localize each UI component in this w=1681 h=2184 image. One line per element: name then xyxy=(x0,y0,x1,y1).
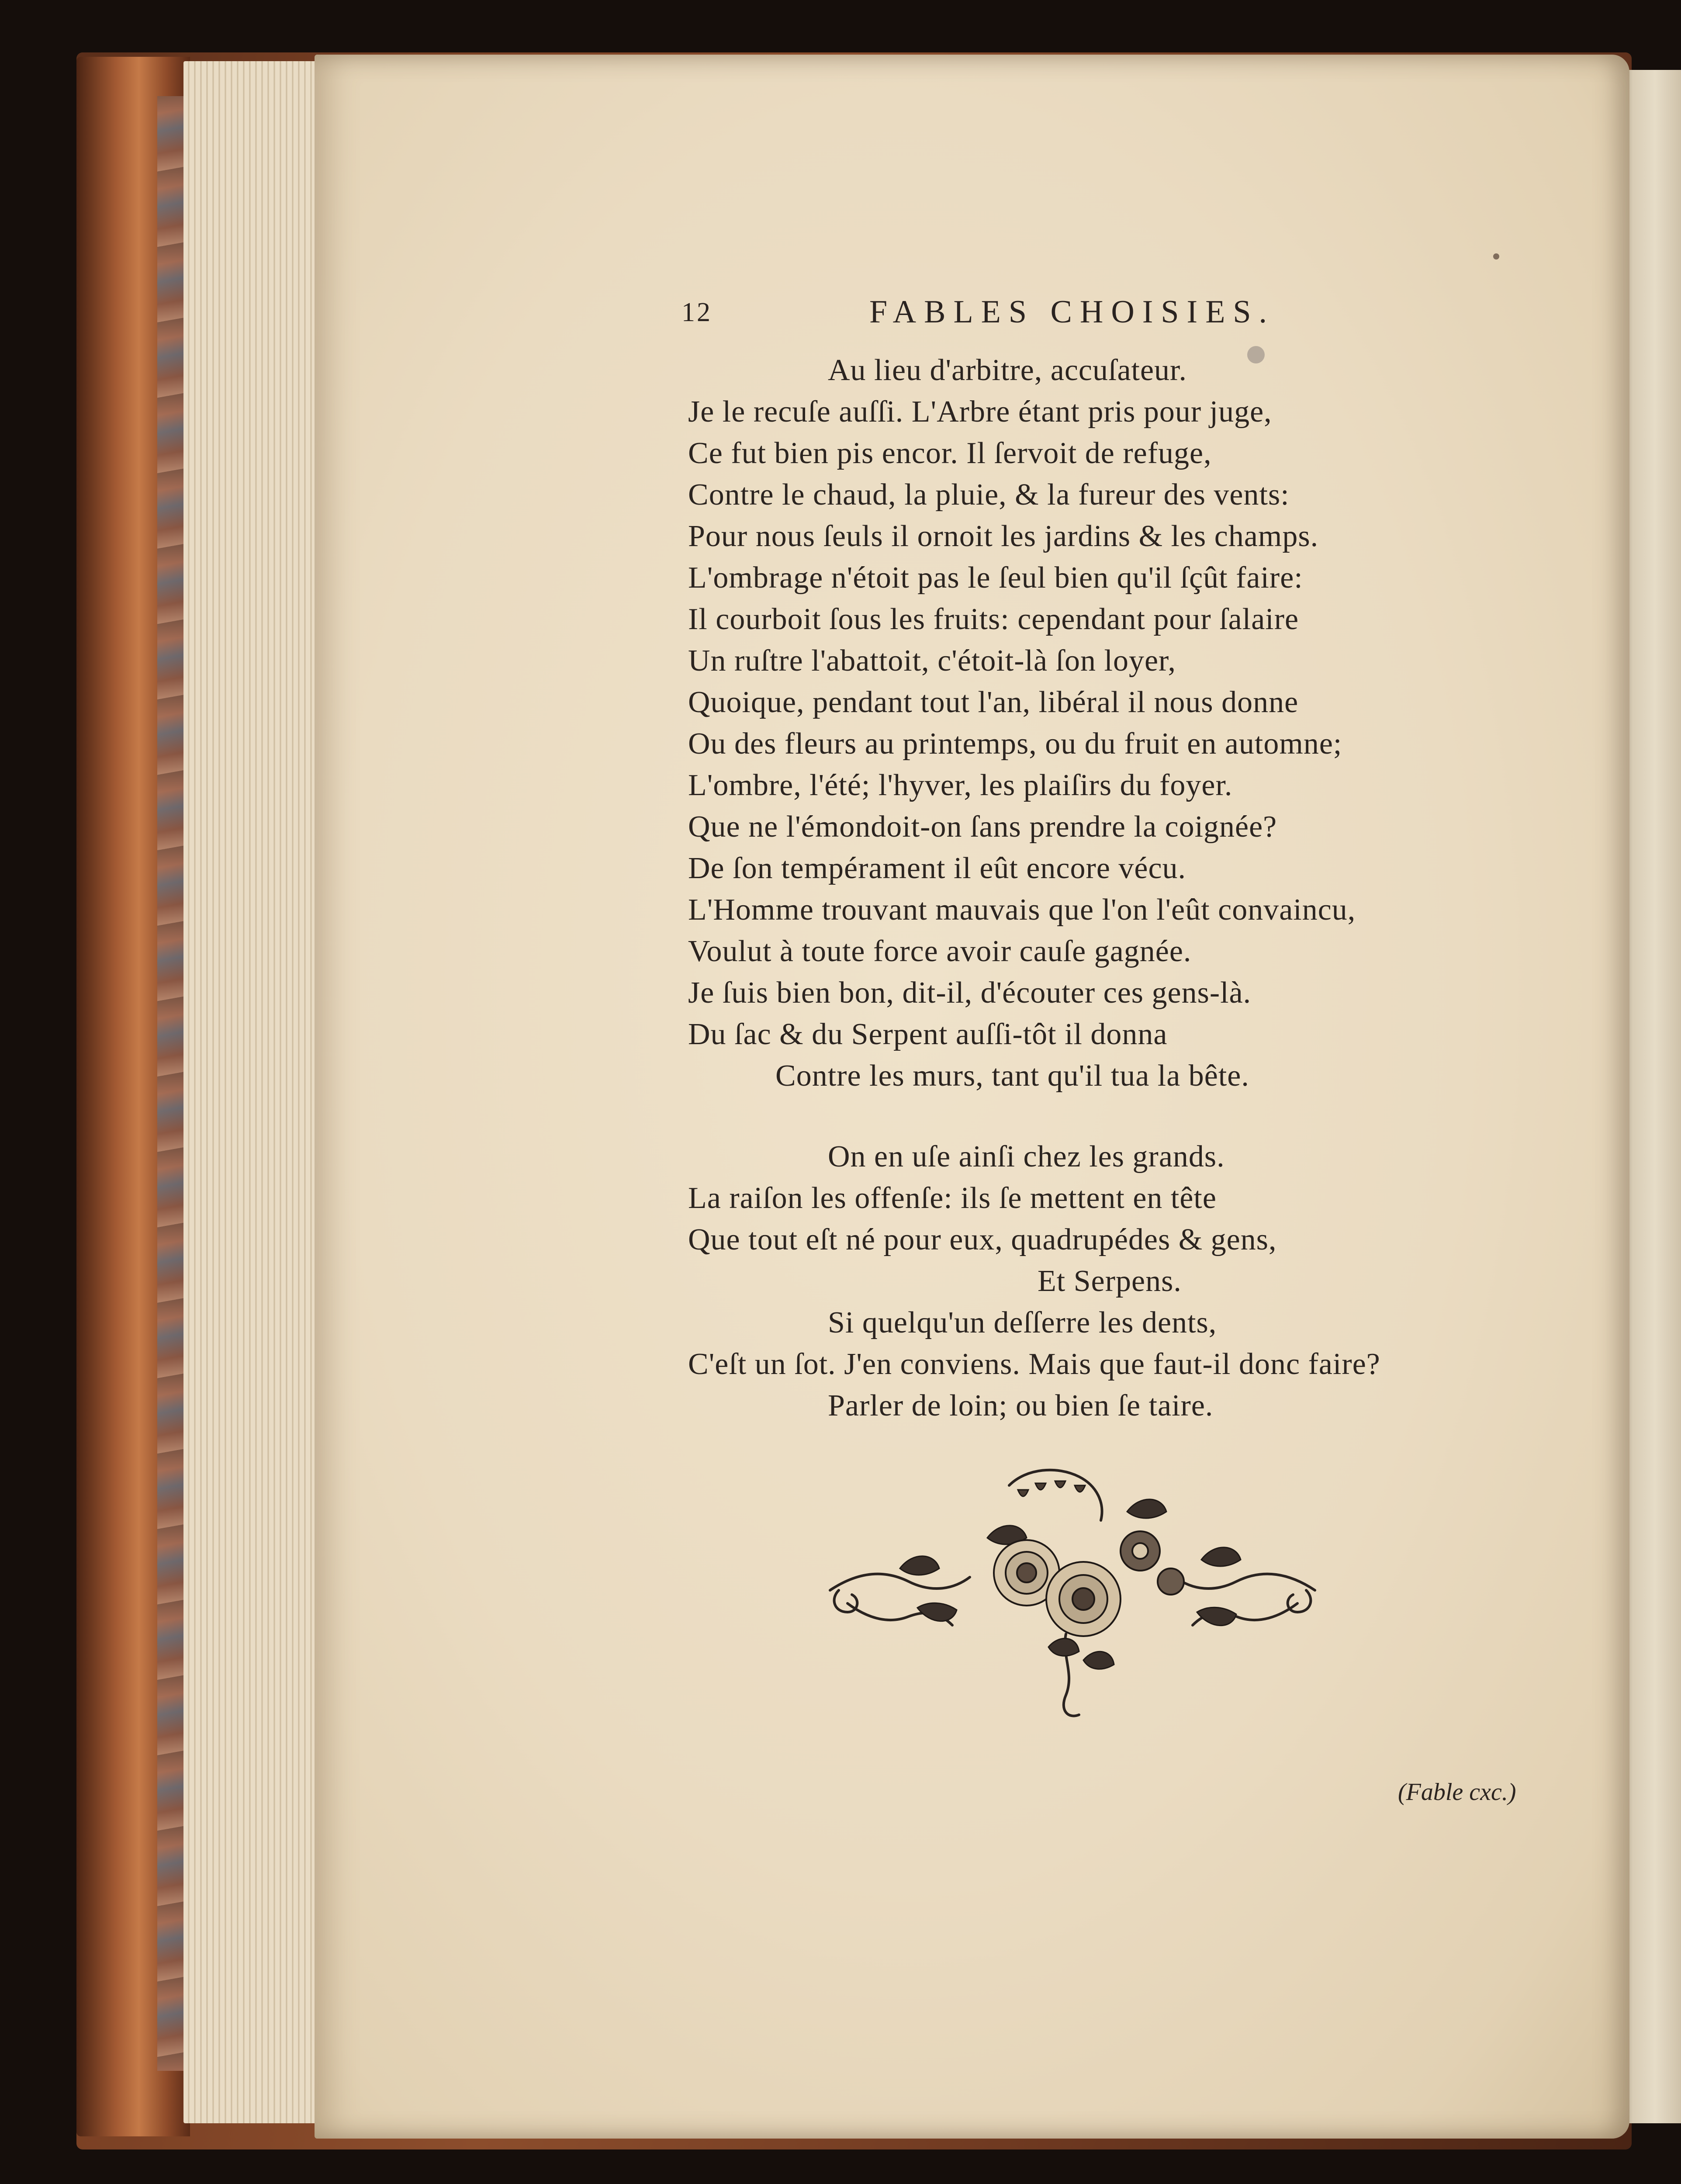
verse-line: De ſon tempérament il eût encore vécu. xyxy=(688,851,1186,885)
verse-line: Quoique, pendant tout l'an, libéral il nous donne xyxy=(688,685,1299,719)
verse-line: On en uſe ainſi chez les grands. xyxy=(828,1140,1225,1173)
verse-line: Ou des fleurs au printemps, ou du fruit en automne; xyxy=(688,727,1342,761)
verse-line: Que ne l'émondoit-on ſans prendre la coignée? xyxy=(688,810,1277,844)
paper-spot xyxy=(1493,253,1499,260)
verse-line: Contre les murs, tant qu'il tua la bête. xyxy=(775,1059,1249,1093)
verse-line: Au lieu d'arbitre, accuſateur. xyxy=(828,353,1187,387)
floral-vignette-icon xyxy=(821,1459,1324,1721)
verse-line: Voulut à toute force avoir cauſe gagnée. xyxy=(688,935,1192,968)
verse-line: Je le recuſe auſſi. L'Arbre étant pris pour juge, xyxy=(688,395,1272,429)
verse-line: L'Homme trouvant mauvais que l'on l'eût convaincu, xyxy=(688,893,1356,927)
verse-line: L'ombre, l'été; l'hyver, les plaiſirs du foyer. xyxy=(688,768,1233,802)
verse-line: Et Serpens. xyxy=(1038,1264,1182,1298)
verse-line: Du ſac & du Serpent auſſi-tôt il donna xyxy=(688,1018,1168,1051)
verse-line: La raiſon les offenſe: ils ſe mettent en tête xyxy=(688,1181,1217,1215)
page-header xyxy=(681,294,1337,346)
verse-line: Un ruſtre l'abattoit, c'étoit-là ſon loyer, xyxy=(688,644,1176,678)
verse-line: C'eſt un ſot. J'en conviens. Mais que faut-il donc faire? xyxy=(688,1347,1380,1381)
page-number: 12 xyxy=(681,298,712,327)
stanza-break xyxy=(688,1097,1474,1136)
verse-line: L'ombrage n'étoit pas le ſeul bien qu'il ſçût faire: xyxy=(688,561,1303,595)
catchword: (Fable cxc.) xyxy=(1398,1779,1516,1806)
verse-line: Je ſuis bien bon, dit-il, d'écouter ces gens-là. xyxy=(688,976,1252,1010)
verse-line: Il courboit ſous les fruits: cependant pour ſalaire xyxy=(688,602,1299,636)
page-edges xyxy=(183,61,323,2123)
verse-line: Contre le chaud, la pluie, & la fureur des vents: xyxy=(688,478,1290,512)
verse-line: Pour nous ſeuls il ornoit les jardins & les champs. xyxy=(688,519,1319,553)
verse-line: Si quelqu'un deſſerre les dents, xyxy=(828,1306,1217,1339)
running-title: FABLES CHOISIES. xyxy=(869,294,1275,330)
verse-line: Parler de loin; ou bien ſe taire. xyxy=(828,1389,1214,1423)
verse-line: Ce fut bien pis encor. Il ſervoit de refuge, xyxy=(688,436,1212,470)
verse-text xyxy=(688,350,1474,1426)
verse-line: Que tout eſt né pour eux, quadrupédes & gens, xyxy=(688,1223,1277,1256)
